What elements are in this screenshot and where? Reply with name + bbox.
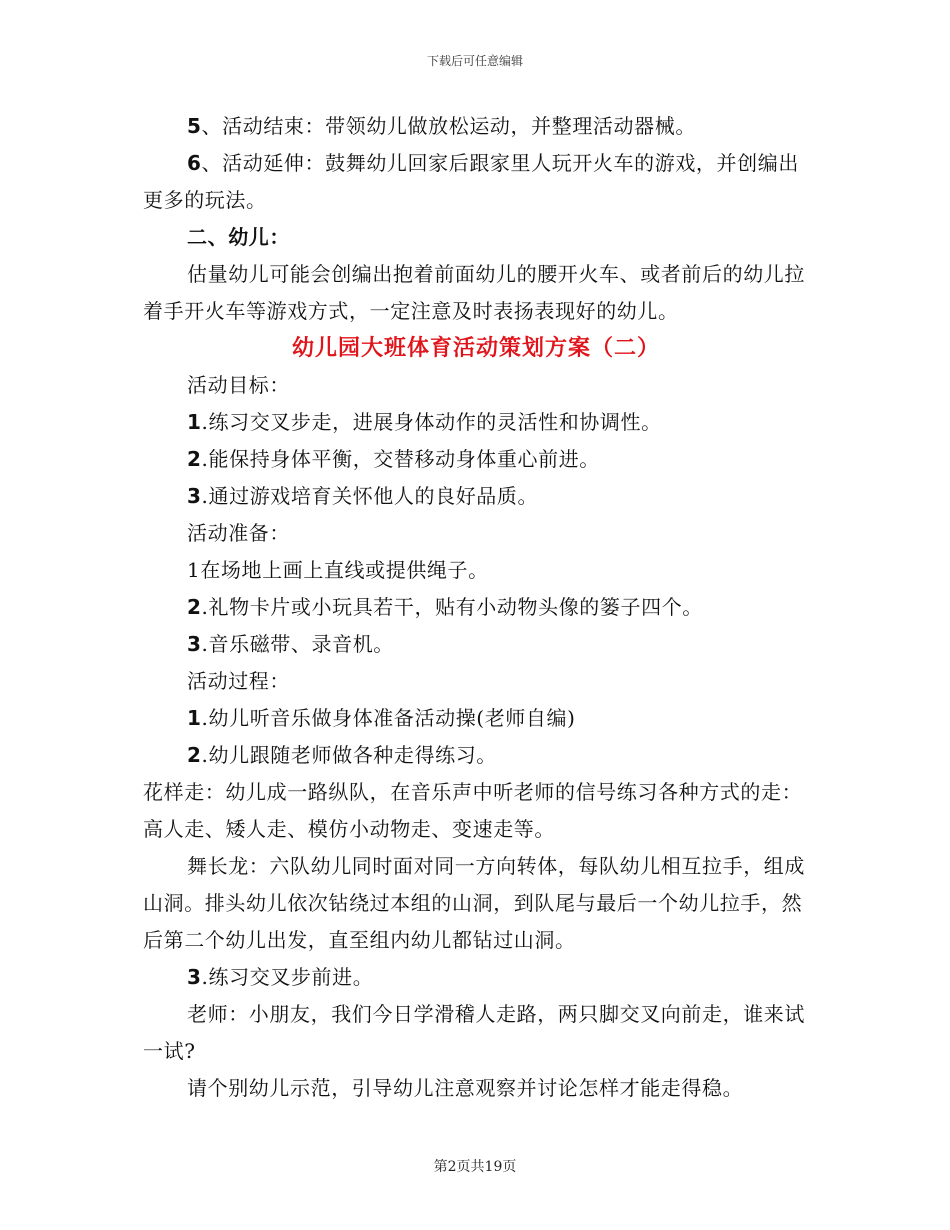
step-number: 5 (187, 114, 202, 138)
label-activity-prep: 活动准备： (187, 521, 290, 545)
process-text: .幼儿听音乐做身体准备活动操(老师自编) (201, 706, 576, 730)
process-text: .幼儿跟随老师做各种走得练习。 (201, 743, 497, 767)
step-text: 、活动结束：带领幼儿做放松运动，并整理活动器械。 (201, 114, 696, 138)
paragraph-step-6 (143, 145, 809, 219)
paragraph-dragon-dance: 舞长龙：六队幼儿同时面对同一方向转体，每队幼儿相互拉手，组成山洞。排头幼儿依次钻绕过本组的山洞，到队尾与最后一个幼儿拉手，然后第二个幼儿出发，直至组内幼儿都钻过山洞。 (143, 854, 805, 952)
goal-item (143, 441, 809, 478)
paragraph-teacher-line: 老师：小朋友，我们今日学滑稽人走路，两只脚交叉向前走，谁来试一试? (143, 1002, 805, 1063)
process-number: 2 (187, 743, 202, 767)
prep-item (143, 626, 809, 663)
process-item (143, 959, 809, 996)
goal-text: .能保持身体平衡，交替移动身体重心前进。 (201, 447, 600, 471)
goal-item (143, 478, 809, 515)
paragraph-flower-walk: 花样走：幼儿成一路纵队，在音乐声中听老师的信号练习各种方式的走：高人走、矮人走、模仿小动物走、变速走等。 (143, 780, 803, 841)
process-number: 3 (187, 965, 202, 989)
prep-text: .礼物卡片或小玩具若干，贴有小动物头像的篓子四个。 (201, 595, 703, 619)
paragraph-children-estimate: 估量幼儿可能会创编出抱着前面幼儿的腰开火车、或者前后的幼儿拉着手开火车等游戏方式，一定注意及时表扬表现好的幼儿。 (143, 262, 805, 323)
document-title: 幼儿园大班体育活动策划方案（二） (291, 335, 660, 361)
goal-text: .通过游戏培育关怀他人的良好品质。 (201, 484, 539, 508)
prep-item (143, 589, 809, 626)
process-text: .练习交叉步前进。 (201, 965, 374, 989)
process-item (143, 700, 809, 737)
process-item (143, 737, 809, 774)
paragraph-demo-line: 请个别幼儿示范，引导幼儿注意观察并讨论怎样才能走得稳。 (187, 1076, 744, 1100)
section-heading-children: 二、幼儿： (187, 225, 290, 249)
prep-number: 3 (187, 632, 202, 656)
goal-number: 2 (187, 447, 202, 471)
goal-number: 3 (187, 484, 202, 508)
prep-text: .音乐磁带、录音机。 (201, 632, 394, 656)
page-header-note: 下载后可任意编辑 (426, 54, 523, 68)
goal-number: 1 (187, 410, 202, 434)
process-number: 1 (187, 706, 202, 730)
paragraph-step-5 (143, 108, 809, 145)
step-number: 6 (187, 151, 202, 175)
prep-number: 2 (187, 595, 202, 619)
document-body (143, 108, 809, 1107)
label-activity-process: 活动过程： (187, 669, 290, 693)
prep-text: 1在场地上画上直线或提供绳子。 (187, 558, 489, 582)
page-footer-page-info: 第2页共19页 (433, 1159, 517, 1175)
step-text: 、活动延伸：鼓舞幼儿回家后跟家里人玩开火车的游戏，并创编出更多的玩法。 (143, 151, 799, 212)
label-activity-goals: 活动目标： (187, 373, 290, 397)
prep-item (143, 552, 809, 589)
goal-item (143, 404, 809, 441)
goal-text: .练习交叉步走，进展身体动作的灵活性和协调性。 (201, 410, 662, 434)
